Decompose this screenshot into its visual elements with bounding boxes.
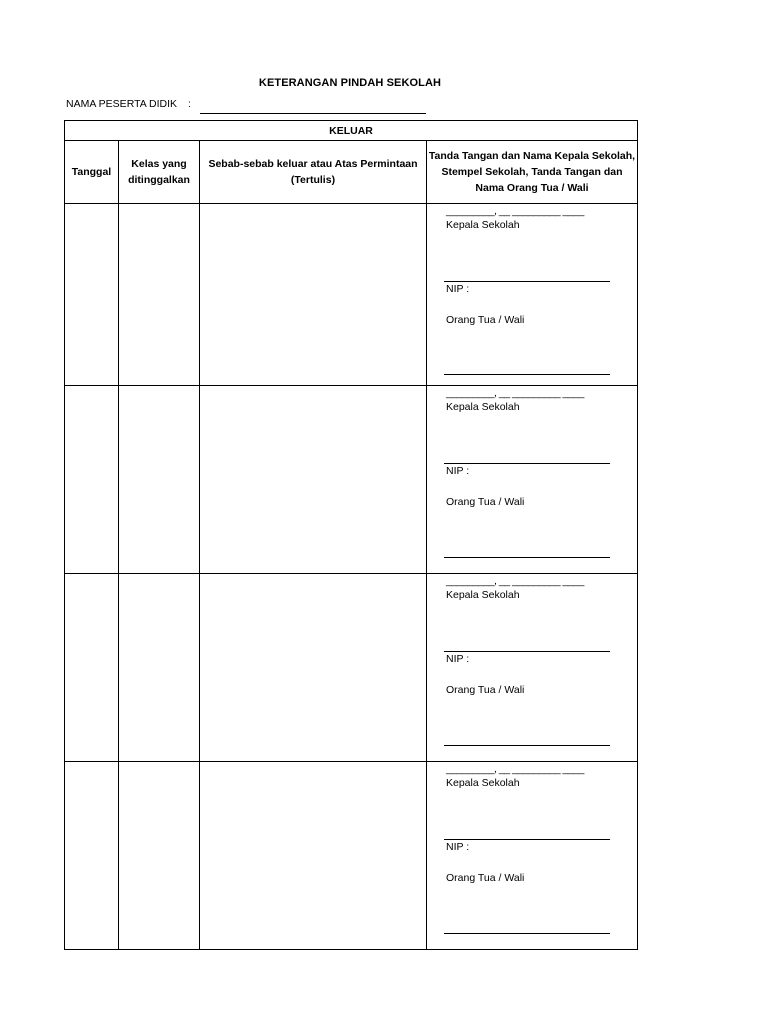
nip-label: NIP : bbox=[446, 465, 470, 477]
kelas-cell[interactable] bbox=[119, 386, 200, 574]
sebab-cell[interactable] bbox=[200, 386, 427, 574]
tanggal-cell[interactable] bbox=[65, 386, 119, 574]
transfer-table bbox=[64, 120, 638, 950]
student-name-label: NAMA PESERTA DIDIK bbox=[66, 98, 178, 110]
wali-signature-line[interactable] bbox=[444, 745, 610, 746]
table-row bbox=[65, 386, 638, 574]
kelas-cell[interactable] bbox=[119, 574, 200, 762]
document-title: KETERANGAN PINDAH SEKOLAH bbox=[258, 77, 442, 89]
kepala-signature-line[interactable] bbox=[444, 463, 610, 464]
signature-date-line: _________, __ _________ ____ bbox=[446, 575, 584, 587]
orang-tua-wali-label: Orang Tua / Wali bbox=[446, 314, 525, 326]
table-row bbox=[65, 204, 638, 386]
signature-cell bbox=[427, 762, 638, 950]
signature-date-line: _________, __ _________ ____ bbox=[446, 205, 584, 217]
kepala-sekolah-label: Kepala Sekolah bbox=[446, 401, 520, 413]
section-header-keluar: KELUAR bbox=[65, 121, 638, 141]
nip-label: NIP : bbox=[446, 841, 470, 853]
student-name-field[interactable] bbox=[200, 113, 426, 114]
kepala-signature-line[interactable] bbox=[444, 651, 610, 652]
column-header-tanggal: Tanggal bbox=[65, 141, 119, 204]
orang-tua-wali-label: Orang Tua / Wali bbox=[446, 684, 525, 696]
signature-cell bbox=[427, 386, 638, 574]
column-header-kelas: Kelas yang ditinggalkan bbox=[119, 141, 200, 204]
nip-label: NIP : bbox=[446, 283, 470, 295]
kelas-cell[interactable] bbox=[119, 204, 200, 386]
kepala-sekolah-label: Kepala Sekolah bbox=[446, 777, 520, 789]
student-name-colon: : bbox=[188, 98, 191, 110]
sebab-cell[interactable] bbox=[200, 762, 427, 950]
wali-signature-line[interactable] bbox=[444, 933, 610, 934]
column-header-tanda-tangan: Tanda Tangan dan Nama Kepala Sekolah, Stempel Sekolah, Tanda Tangan dan Nama Orang Tua / Wali bbox=[427, 141, 638, 204]
tanggal-cell[interactable] bbox=[65, 762, 119, 950]
wali-signature-line[interactable] bbox=[444, 557, 610, 558]
kepala-signature-line[interactable] bbox=[444, 839, 610, 840]
orang-tua-wali-label: Orang Tua / Wali bbox=[446, 872, 525, 884]
kepala-signature-line[interactable] bbox=[444, 281, 610, 282]
orang-tua-wali-label: Orang Tua / Wali bbox=[446, 496, 525, 508]
sebab-cell[interactable] bbox=[200, 204, 427, 386]
tanggal-cell[interactable] bbox=[65, 574, 119, 762]
kepala-sekolah-label: Kepala Sekolah bbox=[446, 589, 520, 601]
table-row bbox=[65, 762, 638, 950]
kepala-sekolah-label: Kepala Sekolah bbox=[446, 219, 520, 231]
nip-label: NIP : bbox=[446, 653, 470, 665]
table-row bbox=[65, 574, 638, 762]
wali-signature-line[interactable] bbox=[444, 374, 610, 375]
signature-date-line: _________, __ _________ ____ bbox=[446, 763, 584, 775]
signature-cell bbox=[427, 204, 638, 386]
sebab-cell[interactable] bbox=[200, 574, 427, 762]
signature-date-line: _________, __ _________ ____ bbox=[446, 387, 584, 399]
kelas-cell[interactable] bbox=[119, 762, 200, 950]
signature-cell bbox=[427, 574, 638, 762]
column-header-sebab: Sebab-sebab keluar atau Atas Permintaan (Tertulis) bbox=[200, 141, 427, 204]
tanggal-cell[interactable] bbox=[65, 204, 119, 386]
